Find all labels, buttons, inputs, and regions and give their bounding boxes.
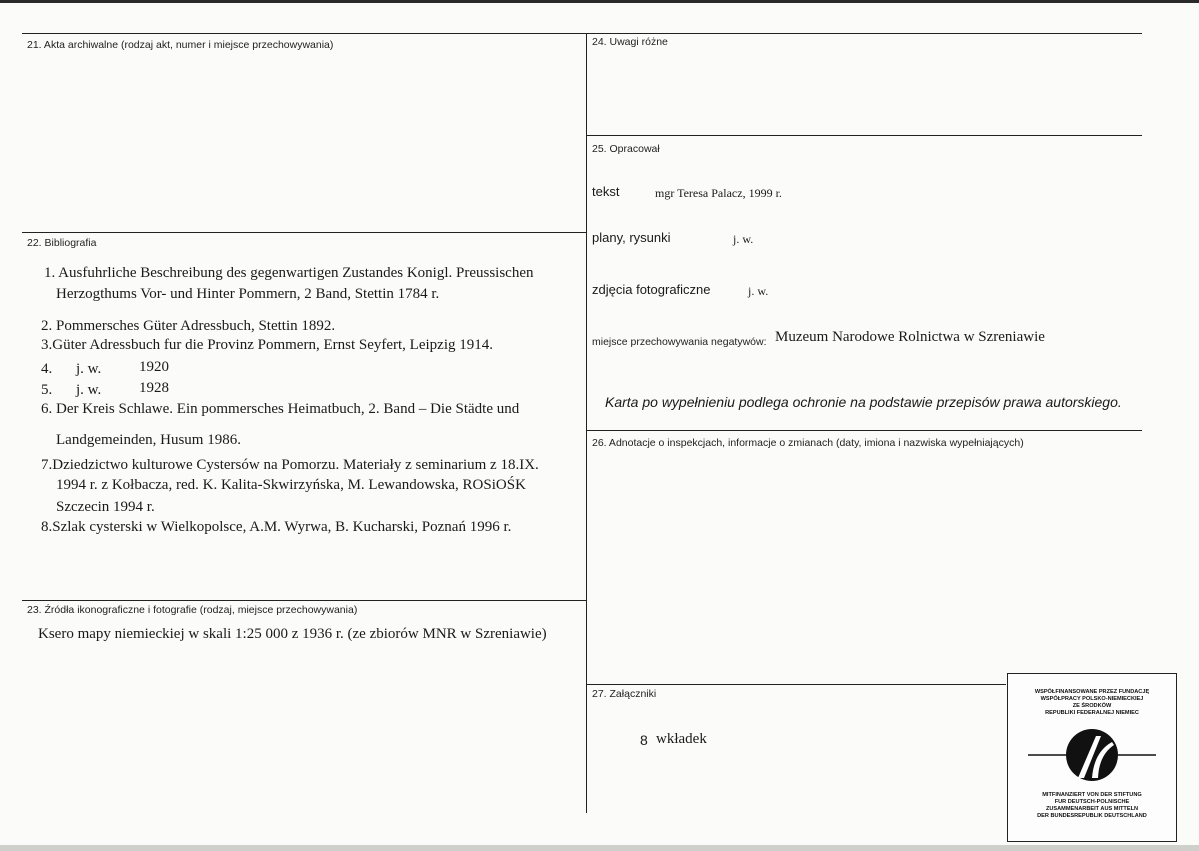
section-24-label: 24. Uwagi różne: [592, 36, 668, 48]
stamp-line: WSPÓŁFINANSOWANE PRZEZ FUNDACJĘ: [1034, 689, 1150, 695]
bibliography-item: 6. Der Kreis Schlawe. Ein pommersches Heimatbuch, 2. Band – Die Städte und: [41, 401, 520, 417]
section-21-label: 21. Akta archiwalne (rodzaj akt, numer i miejsce przechowywania): [27, 39, 334, 51]
section-25-label: 25. Opracował: [592, 143, 660, 155]
stamp-top-text: [1008, 689, 1176, 717]
iconographic-sources-value: Ksero mapy niemieckiej w skali 1:25 000 z 1936 r. (ze zbiorów MNR w Szreniawie): [38, 626, 547, 642]
bibliography-item: 7.Dziedzictwo kulturowe Cystersów na Pomorzu. Materiały z seminarium z 18.IX.: [41, 457, 539, 473]
zdjecia-label: zdjęcia fotograficzne: [592, 282, 711, 297]
bibliography-item: Herzogthums Vor- und Hinter Pommern, 2 Band, Stettin 1784 r.: [56, 286, 440, 302]
bibliography-item: Szczecin 1994 r.: [56, 499, 155, 515]
bibliography-item: j. w.: [76, 382, 102, 398]
rule-22: [22, 232, 586, 233]
attachments-text: wkładek: [656, 731, 707, 747]
bibliography-item: 2. Pommersches Güter Adressbuch, Stettin 1892.: [41, 318, 336, 334]
top-rule: [22, 33, 1142, 34]
scan-bottom-edge: [0, 845, 1199, 851]
rule-25: [586, 135, 1142, 136]
bibliography-item: 4.: [41, 361, 53, 377]
bibliography-item: j. w.: [76, 361, 102, 377]
bibliography-item: 8.Szlak cysterski w Wielkopolsce, A.M. Wyrwa, B. Kucharski, Poznań 1996 r.: [41, 519, 512, 535]
tekst-value: mgr Teresa Palacz, 1999 r.: [655, 186, 782, 200]
zdjecia-value: j. w.: [748, 284, 769, 298]
tekst-label: tekst: [592, 184, 620, 199]
stamp-bottom-text: [1008, 792, 1176, 820]
plany-label: plany, rysunki: [592, 230, 671, 245]
scan-top-edge: [0, 0, 1199, 3]
attachments-count: 8: [640, 732, 648, 748]
plany-value: j. w.: [733, 232, 754, 246]
bibliography-item: Landgemeinden, Husum 1986.: [56, 432, 241, 448]
stamp-line: DER BUNDESREPUBLIK DEUTSCHLAND: [1037, 813, 1147, 819]
stamp-line: FUR DEUTSCH-POLNISCHE: [1054, 799, 1130, 805]
bibliography-item: 3.Güter Adressbuch fur die Provinz Pommern, Ernst Seyfert, Leipzig 1914.: [41, 337, 493, 353]
bibliography-item: 1928: [139, 380, 169, 396]
negatives-storage-value: Muzeum Narodowe Rolnictwa w Szreniawie: [775, 329, 1045, 345]
stamp-line: MITFINANZIERT VON DER STIFTUNG: [1042, 792, 1142, 798]
rule-27: [586, 684, 1006, 685]
stamp-line: REPUBLIKI FEDERALNEJ NIEMIEC: [1045, 710, 1139, 716]
stamp-line: WSPÓŁPRACY POLSKO-NIEMIECKIEJ: [1040, 696, 1144, 702]
bibliography-item: 1920: [139, 359, 169, 375]
stamp-line: ZE ŚRODKÓW: [1072, 703, 1112, 709]
stamp-line: ZUSAMMENARBEIT AUS MITTELN: [1045, 806, 1139, 812]
foundation-logo-icon: [1008, 722, 1176, 792]
negatives-storage-label: miejsce przechowywania negatywów:: [592, 336, 767, 348]
bibliography-item: 1994 r. z Kołbacza, red. K. Kalita-Skwirzyńska, M. Lewandowska, ROSiOŚK: [56, 477, 526, 493]
center-divider: [586, 33, 587, 813]
section-26-label: 26. Adnotacje o inspekcjach, informacje o zmianach (daty, imiona i nazwiska wypełniających): [592, 437, 1024, 449]
section-23-label: 23. Źródła ikonograficzne i fotografie (rodzaj, miejsce przechowywania): [27, 604, 358, 616]
bibliography-item: 5.: [41, 382, 53, 398]
rule-23: [22, 600, 586, 601]
section-27-label: 27. Załączniki: [592, 688, 657, 700]
funding-stamp: [1007, 673, 1177, 842]
section-22-label: 22. Bibliografia: [27, 237, 97, 249]
copyright-note: Karta po wypełnieniu podlega ochronie na podstawie przepisów prawa autorskiego.: [605, 394, 1122, 410]
rule-26: [586, 430, 1142, 431]
bibliography-item: 1. Ausfuhrliche Beschreibung des gegenwartigen Zustandes Konigl. Preussischen: [44, 265, 534, 281]
